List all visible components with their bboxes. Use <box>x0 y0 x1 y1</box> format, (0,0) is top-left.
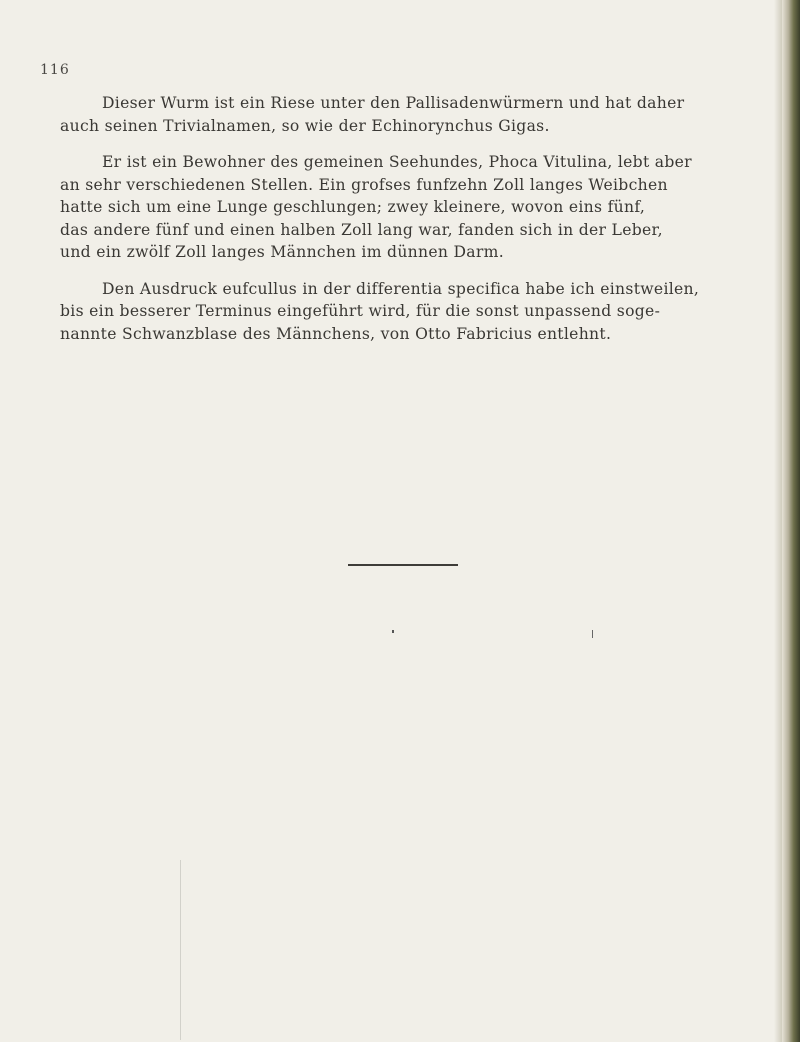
text-line: und ein zwölf Zoll langes Männchen im dünnen Darm. <box>60 243 504 261</box>
text-line: an sehr verschiedenen Stellen. Ein grofses funfzehn Zoll langes Weibchen <box>60 175 668 194</box>
text-line: nannte Schwanzblase des Männchens, von Otto Fabricius entlehnt. <box>60 324 612 343</box>
paragraph-1 <box>60 92 760 137</box>
body-text <box>60 92 760 359</box>
text-line: Den Ausdruck eufcullus in der differentia specifica habe ich einstweilen, <box>102 279 700 298</box>
text-line: bis ein besserer Terminus eingeführt wird, für die sonst unpassend soge- <box>60 302 661 320</box>
page-edge-shadow <box>774 0 782 1042</box>
binding-edge <box>782 0 800 1042</box>
text-line: Dieser Wurm ist ein Riese unter den Pallisadenwürmern und hat daher <box>102 94 685 112</box>
page-number: 116 <box>40 62 70 78</box>
ink-speck <box>592 630 593 638</box>
paragraph-3 <box>60 278 760 346</box>
paragraph-2 <box>60 151 760 264</box>
paper-fold-line <box>180 860 181 1040</box>
text-line: hatte sich um eine Lunge geschlungen; zwey kleinere, wovon eins fünf, <box>60 198 646 216</box>
text-line: das andere fünf und einen halben Zoll lang war, fanden sich in der Leber, <box>60 220 663 239</box>
section-divider-rule <box>348 564 458 566</box>
text-line: auch seinen Trivialnamen, so wie der Echinorynchus Gigas. <box>60 116 550 135</box>
ink-speck <box>392 630 394 633</box>
text-line: Er ist ein Bewohner des gemeinen Seehundes, Phoca Vitulina, lebt aber <box>102 153 692 171</box>
